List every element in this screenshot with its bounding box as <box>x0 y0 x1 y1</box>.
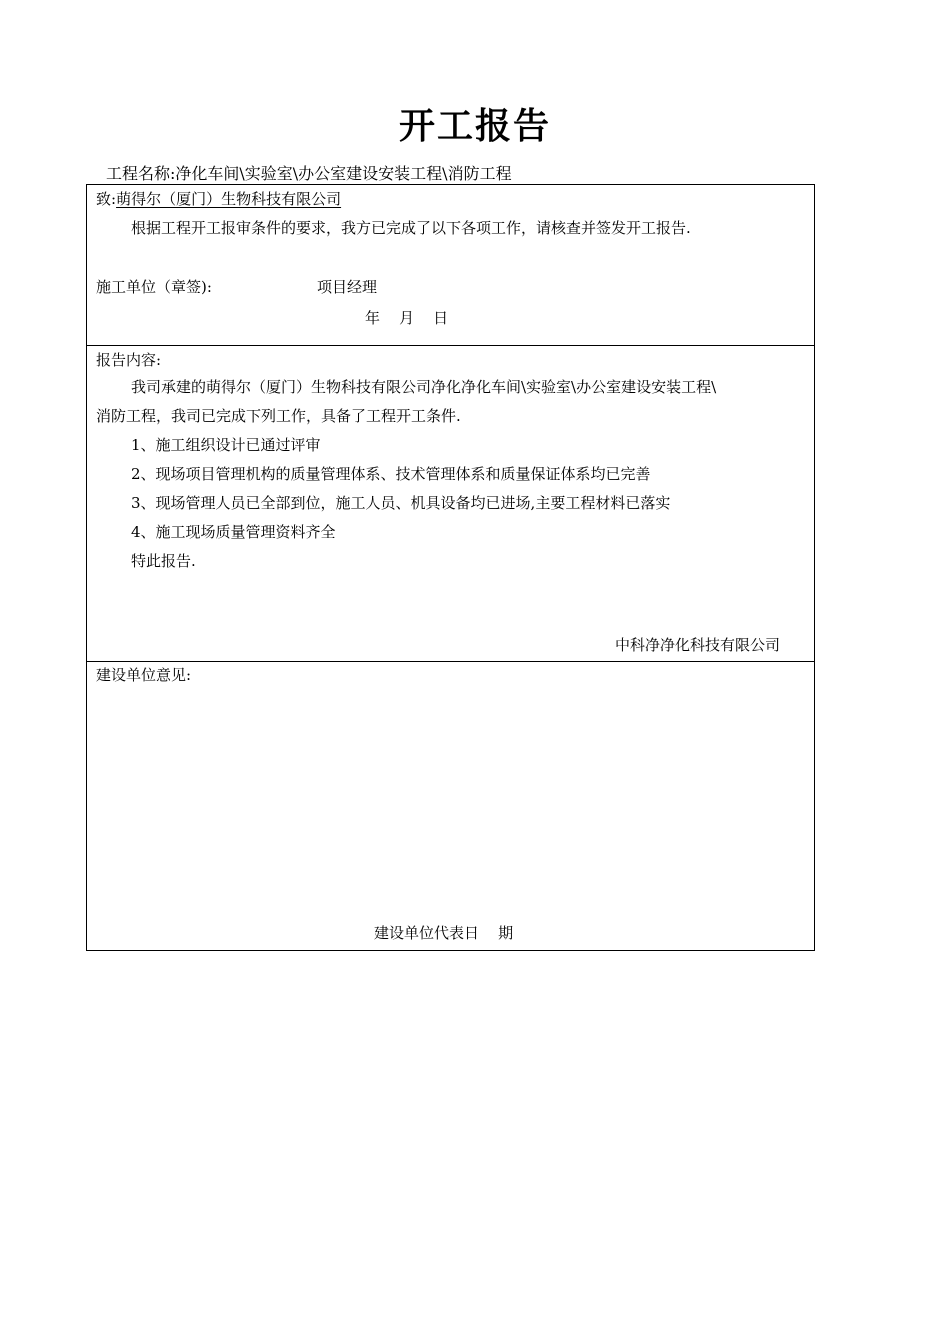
project-name-line: 工程名称:净化车间\实验室\办公室建设安装工程\消防工程 <box>106 164 512 183</box>
list-item: 1、施工组织设计已通过评审 <box>131 436 321 454</box>
intro-line-2: 消防工程，我司已完成下列工作，具备了工程开工条件. <box>96 407 461 425</box>
project-manager-label: 项目经理 <box>317 278 378 296</box>
request-section <box>87 185 814 346</box>
owner-opinion-heading: 建设单位意见: <box>96 666 192 684</box>
list-item: 2、现场项目管理机构的质量管理体系、技术管理体系和质量保证体系均已完善 <box>131 465 651 483</box>
report-content-heading: 报告内容: <box>96 351 162 369</box>
company-signature: 中科净净化科技有限公司 <box>615 636 781 654</box>
owner-opinion-section <box>87 662 814 950</box>
intro-line-1: 我司承建的萌得尔（厦门）生物科技有限公司净化净化车间\实验室\办公室建设安装工程\ <box>131 378 717 396</box>
report-content-section <box>87 346 814 662</box>
contractor-label: 施工单位（章签): <box>96 278 212 296</box>
report-form <box>86 184 815 951</box>
owner-representative-date: 建设单位代表日 期 <box>374 924 514 942</box>
recipient-name: 萌得尔（厦门）生物科技有限公司 <box>116 190 342 208</box>
request-text: 根据工程开工报审条件的要求，我方已完成了以下各项工作，请核查并签发开工报告. <box>131 219 691 237</box>
recipient-prefix: 致: <box>96 190 117 208</box>
recipient-line <box>96 189 341 209</box>
list-item: 4、施工现场质量管理资料齐全 <box>131 523 336 541</box>
document-title: 开工报告 <box>398 105 551 147</box>
list-item: 3、现场管理人员已全部到位，施工人员、机具设备均已进场,主要工程材料已落实 <box>131 494 671 512</box>
closing-text: 特此报告. <box>131 552 196 570</box>
date-label: 年 月 日 <box>365 309 449 327</box>
